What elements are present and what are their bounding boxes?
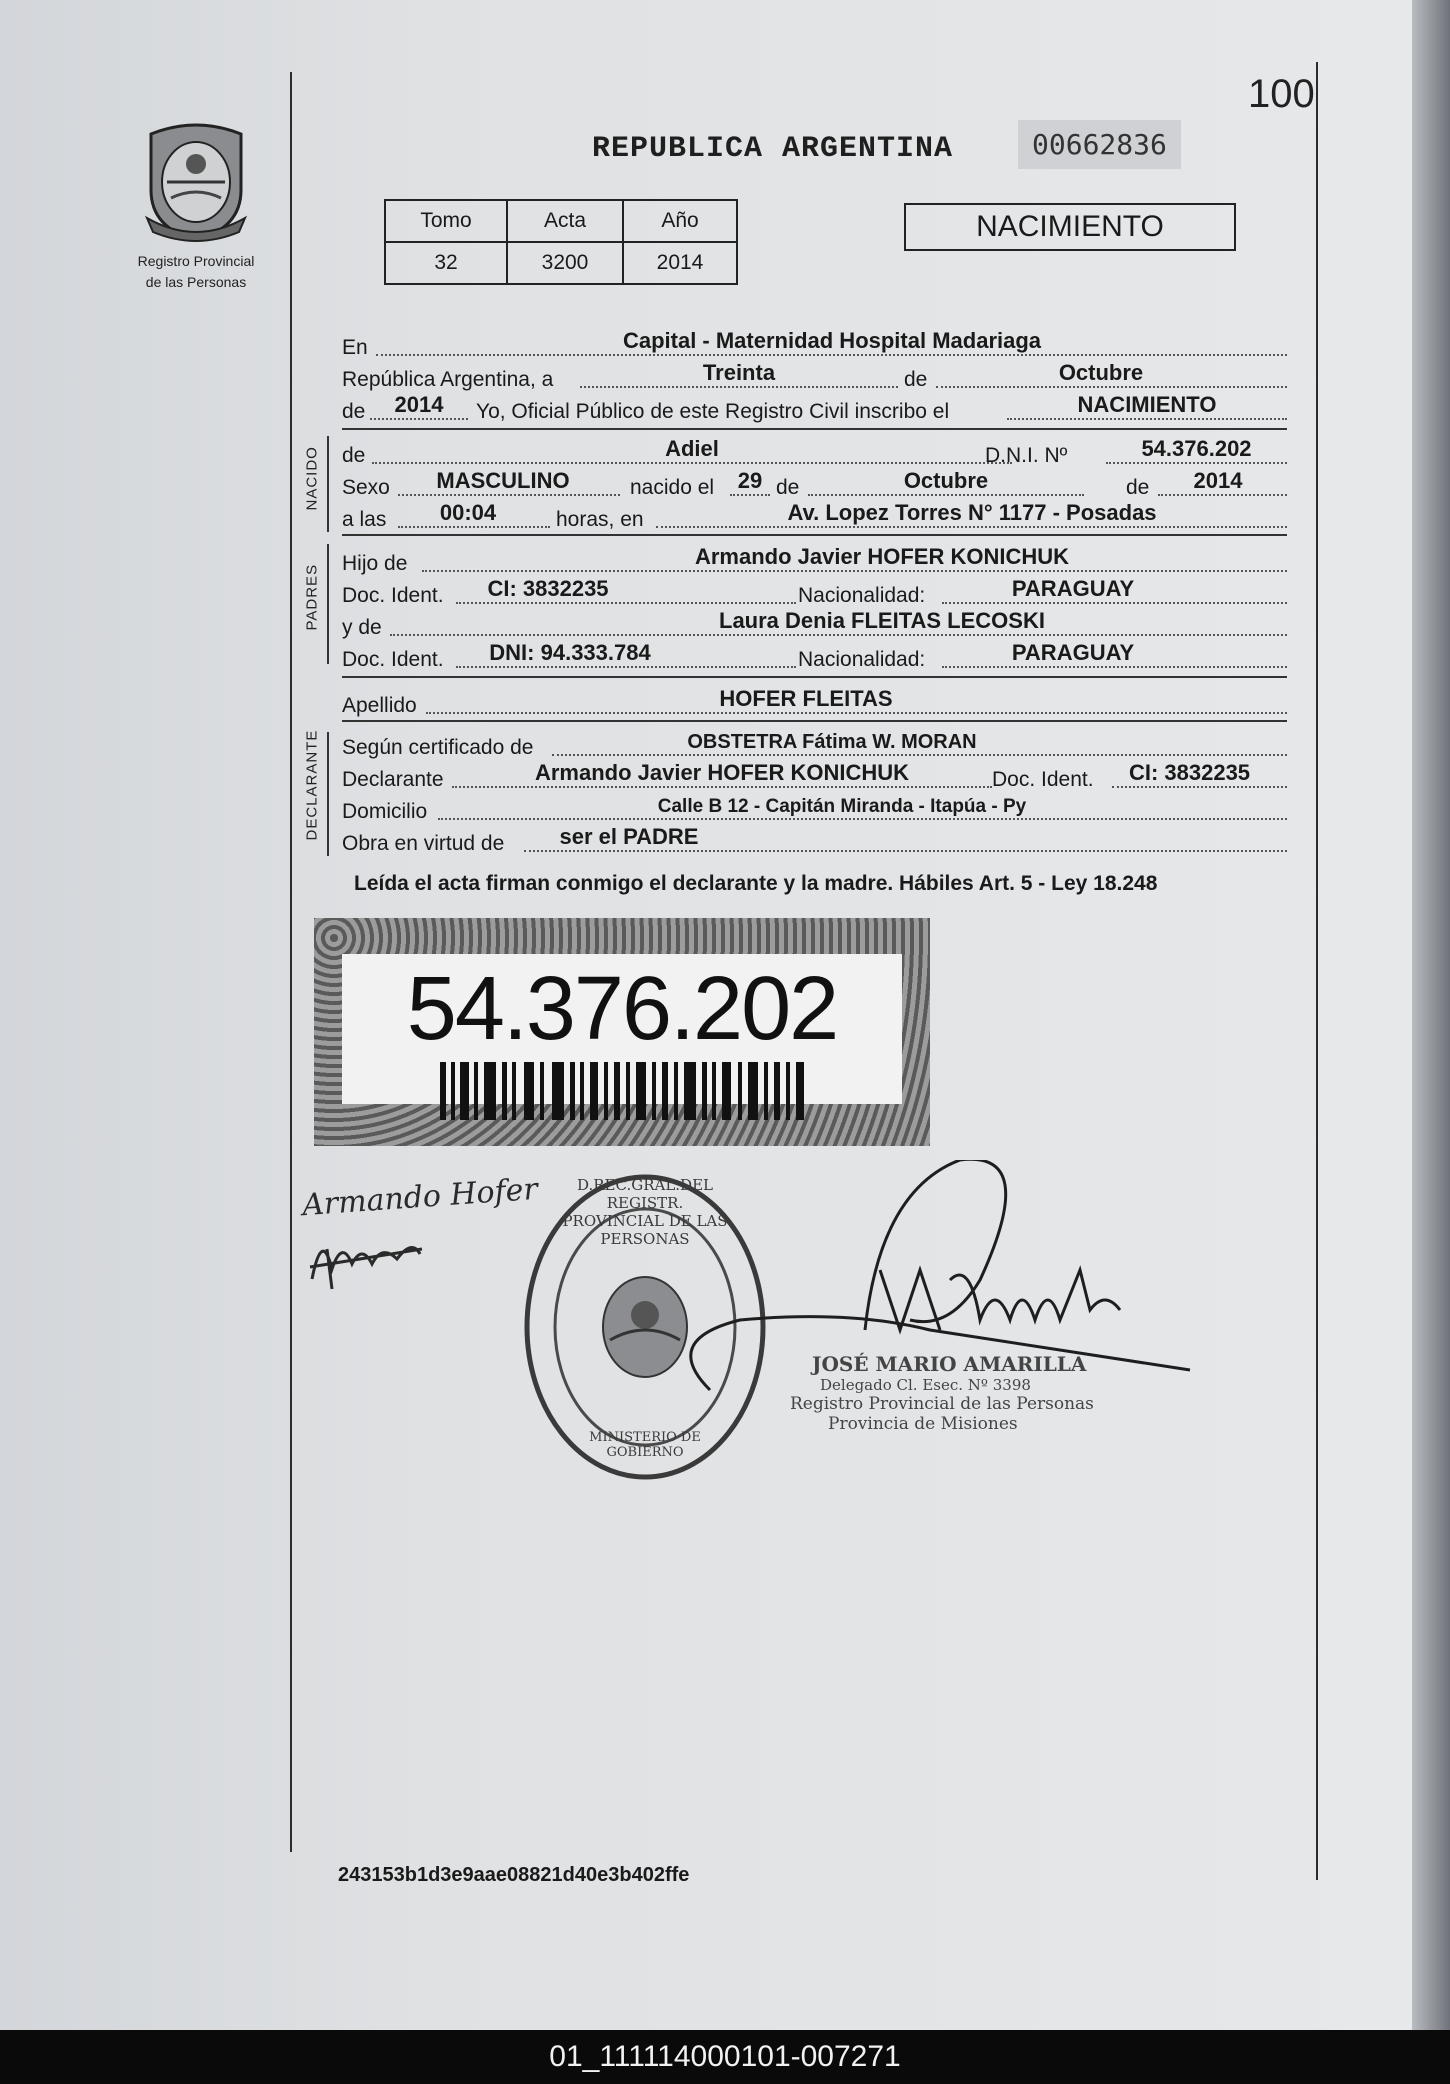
row-certificado [342, 730, 1287, 762]
father-nationality: PARAGUAY [1011, 576, 1135, 601]
row-hora [342, 502, 1287, 534]
dni-sticker-number: 54.376.202 [406, 959, 838, 1059]
de-name-label: de [342, 444, 366, 467]
republica-label: República Argentina, a [342, 368, 554, 391]
left-margin-line [290, 72, 292, 1852]
separator [342, 676, 1287, 678]
yo-label: Yo, Oficial Público de este Registro Civil inscribo el [476, 400, 950, 423]
row-nombre [342, 438, 1287, 470]
domicilio-value: Calle B 12 - Capitán Miranda - Itapúa - Py [657, 796, 1027, 817]
record-type-box: NACIMIENTO [904, 203, 1236, 251]
declarante-label: Declarante [342, 768, 444, 791]
official-title: Delegado Cl. Esec. Nº 3398 [820, 1376, 1031, 1394]
row-obra [342, 826, 1287, 858]
official-registry: Registro Provincial de las Personas [790, 1394, 1094, 1414]
declarant-signature-text: Armando Hofer [301, 1171, 539, 1224]
father-doc: CI: 3832235 [487, 576, 609, 601]
row-madre [342, 610, 1287, 642]
child-dni: 54.376.202 [1141, 436, 1252, 461]
separator [342, 720, 1287, 722]
declarante-doc: CI: 3832235 [1128, 760, 1251, 785]
declarante-name: Armando Javier HOFER KONICHUK [534, 760, 910, 785]
day-value: Treinta [702, 360, 776, 385]
declarante-bar [327, 732, 329, 856]
tomo-header: Tomo [385, 200, 507, 242]
acta-header: Acta [507, 200, 623, 242]
year-value: 2014 [394, 392, 444, 417]
birth-year: 2014 [1193, 468, 1243, 493]
month-value: Octubre [1058, 360, 1144, 385]
apellido-value: HOFER FLEITAS [719, 686, 893, 711]
seal-outer-text: D.REC.GRAL.DEL REGISTR. PROVINCIAL DE LAS PERSONAS [562, 1176, 728, 1248]
dni-label: D.N.I. Nº [985, 444, 1068, 467]
footer-id: 01_111114000101-007271 [0, 2030, 1450, 2084]
dni-sticker-label [342, 954, 902, 1104]
row-madre-doc [342, 642, 1287, 674]
dni-sticker [314, 918, 930, 1146]
apellido-label: Apellido [342, 694, 417, 717]
acta-value: 3200 [507, 242, 623, 284]
place-value: Capital - Maternidad Hospital Madariaga [622, 328, 1042, 353]
row-en [342, 330, 1287, 362]
y-de-label: y de [342, 616, 382, 639]
tomo-value: 32 [385, 242, 507, 284]
official-province: Provincia de Misiones [828, 1414, 1018, 1434]
official-name: JOSÉ MARIO AMARILLA [812, 1352, 1087, 1376]
en-label: En [342, 336, 368, 359]
anio-header: Año [623, 200, 737, 242]
mother-nationality: PARAGUAY [1011, 640, 1135, 665]
row-fecha [342, 362, 1287, 394]
padres-bar [327, 544, 329, 664]
de-label: de [904, 368, 928, 391]
horas-label: horas, en [556, 508, 644, 531]
mother-doc: DNI: 94.333.784 [489, 640, 651, 665]
declarant-signature [301, 1171, 539, 1304]
crest-icon [141, 120, 251, 244]
child-name: Adiel [665, 436, 719, 461]
document-hash: 243153b1d3e9aae08821d40e3b402ffe [338, 1864, 690, 1886]
separator [342, 534, 1287, 536]
row-padre-doc [342, 578, 1287, 610]
padres-section-label: PADRES [303, 563, 321, 631]
page-edge [1412, 0, 1450, 2030]
domicilio-label: Domicilio [342, 800, 428, 823]
declarante-doc-label: Doc. Ident. [992, 768, 1094, 791]
mother-doc-label: Doc. Ident. [342, 648, 444, 671]
nacido-section-label: NACIDO [303, 446, 321, 511]
mother-name: Laura Denia FLEITAS LECOSKI [719, 608, 1045, 633]
obra-value: ser el PADRE [559, 824, 699, 849]
birth-place: Av. Lopez Torres N° 1177 - Posadas [787, 500, 1157, 525]
anio-value: 2014 [623, 242, 737, 284]
father-doc-label: Doc. Ident. [342, 584, 444, 607]
birth-time: 00:04 [439, 500, 497, 525]
nacido-label: nacido el [630, 476, 715, 499]
sexo-value: MASCULINO [436, 468, 570, 493]
certificado-value: OBSTETRA Fátima W. MORAN [687, 731, 977, 753]
row-sexo [342, 470, 1287, 502]
issuer-line1: Registro Provincial [137, 253, 255, 269]
alas-label: a las [342, 508, 387, 531]
row-padre [342, 546, 1287, 578]
row-domicilio [342, 794, 1287, 826]
issuer-line2: de las Personas [145, 274, 247, 290]
sexo-label: Sexo [342, 476, 390, 499]
de-year-label: de [342, 400, 366, 423]
official-stamp [790, 1352, 1094, 1434]
country-title: REPUBLICA ARGENTINA [592, 132, 954, 166]
row-declarante [342, 762, 1287, 794]
declarante-section-label: DECLARANTE [303, 729, 321, 841]
row-apellido [342, 688, 1287, 720]
mother-nat-label: Nacionalidad: [798, 648, 926, 671]
de-month-label: de [776, 476, 800, 499]
registry-table [384, 199, 738, 285]
provincial-crest [126, 120, 266, 291]
row-inscribo [342, 394, 1287, 426]
obra-label: Obra en virtud de [342, 832, 505, 855]
de-byear-label: de [1126, 476, 1150, 499]
separator [342, 428, 1287, 430]
hijo-label: Hijo de [342, 552, 408, 575]
father-nat-label: Nacionalidad: [798, 584, 926, 607]
nacido-bar [327, 436, 329, 532]
barcode-icon [440, 1062, 804, 1120]
legal-text: Leída el acta firman conmigo el declarante y la madre. Hábiles Art. 5 - Ley 18.248 [354, 872, 1158, 895]
father-name: Armando Javier HOFER KONICHUK [694, 544, 1070, 569]
right-margin-line [1316, 62, 1318, 1880]
serial-number: 00662836 [1018, 120, 1181, 169]
inscribed-value: NACIMIENTO [1077, 392, 1217, 417]
segun-label: Según certificado de [342, 736, 534, 759]
seal-inner-text: MINISTERIO DE GOBIERNO [589, 1430, 701, 1460]
page-number: 100 [1248, 72, 1315, 116]
birth-day: 29 [737, 468, 763, 493]
birth-month: Octubre [903, 468, 989, 493]
mother-signature-icon [302, 1219, 432, 1299]
